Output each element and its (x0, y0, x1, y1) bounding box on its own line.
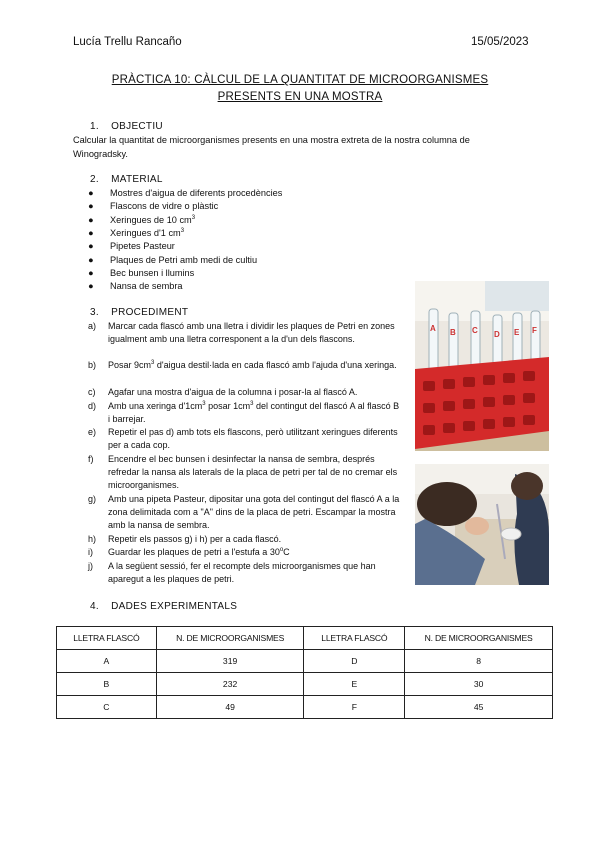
superscript: 3 (180, 227, 185, 234)
page-title (60, 72, 540, 106)
section-number: 3. (90, 307, 99, 318)
tube-label-c: C (472, 326, 478, 335)
step-letter: j) (88, 561, 93, 571)
material-item-label: Mostres d'aigua de diferents procedències (110, 188, 283, 198)
bullet-icon: ● (88, 201, 94, 212)
table-cell: F (304, 696, 405, 719)
section-title: OBJECTIU (111, 121, 163, 132)
section-title: PROCEDIMENT (111, 307, 189, 318)
step-text (108, 359, 400, 372)
step-letter: a) (88, 321, 97, 331)
step-text: Repetir els passos g) i h) per a cada flascó. (108, 534, 282, 544)
section-material-heading (90, 174, 163, 185)
step-text-pre: Guardar les plaques de petri a l'estufa a 30 (108, 547, 280, 557)
step-text-post: d'aigua destil·lada en cada flascó amb l'ajuda d'una xeringa. (154, 360, 397, 370)
table-cell: 319 (156, 650, 304, 673)
step-text (108, 400, 400, 426)
table-header-row (57, 627, 553, 650)
step-letter: i) (88, 547, 93, 557)
bullet-icon: ● (88, 214, 94, 225)
photo-test-tube-rack (415, 281, 549, 451)
tube-label-f: F (532, 326, 537, 335)
table-cell: B (57, 673, 157, 696)
table-cell: A (57, 650, 157, 673)
bullet-icon: ● (88, 227, 94, 238)
step-text: Agafar una mostra d'aigua de la columna i posar-la al flascó A. (108, 387, 358, 397)
material-item-label: Nansa de sembra (110, 281, 183, 292)
step-letter: b) (88, 360, 97, 370)
material-item-label: Xeringues d'1 cm (110, 227, 181, 238)
table-cell: 49 (156, 696, 304, 719)
material-item-label: Flascons de vidre o plàstic (110, 201, 219, 212)
title-line-1: PRÀCTICA 10: CÀLCUL DE LA QUANTITAT DE MICROORGANISMES (111, 74, 489, 86)
table-cell: 45 (405, 696, 553, 719)
step-text: Amb una pipeta Pasteur, dipositar una gota del contingut del flascó A a la zona delimitada com a "A" dins de la placa de petri. Escampar la mostra amb la nansa de sembra. (108, 494, 400, 531)
superscript: 3 (250, 401, 254, 407)
data-table (56, 626, 553, 719)
objectiu-text (73, 134, 533, 161)
step-text: A la següent sessió, fer el recompte dels microorganismes que han aparegut a les plaques de petri. (108, 561, 376, 585)
superscript: 3 (202, 401, 206, 407)
tube-label-d: D (494, 330, 500, 339)
degree-superscript: o (279, 547, 284, 553)
table-cell: D (304, 650, 405, 673)
author-name: Lucía Trellu Rancaño (73, 36, 182, 48)
bullet-icon: ● (88, 267, 94, 278)
material-item-text (110, 228, 184, 238)
step-text (108, 546, 400, 559)
bullet-icon: ● (88, 188, 94, 198)
table-cell: E (304, 673, 405, 696)
title-line-2: PRESENTS EN UNA MOSTRA (217, 91, 383, 103)
step-letter: f) (88, 454, 94, 464)
objectiu-line-2: Winogradsky. (73, 148, 128, 159)
step-letter: c) (88, 387, 96, 397)
table-cell: 8 (405, 650, 553, 673)
table-cell: 232 (156, 673, 304, 696)
step-text-mid: posar 1cm (205, 401, 251, 411)
step-letter: h) (88, 534, 97, 544)
section-procediment-heading (90, 307, 188, 318)
step-text: Repetir el pas d) amb tots els flascons, però utilitzant xeringues diferents per a cada cop. (108, 427, 398, 451)
section-title: DADES EXPERIMENTALS (111, 601, 238, 612)
table-row (57, 650, 553, 673)
step-text: Marcar cada flascó amb una lletra i dividir les plaques de Petri en zones igualment amb una lletra corresponent a la d'un dels flascons. (108, 321, 395, 345)
table-header-cell: LLETRA FLASCÓ (57, 627, 157, 650)
step-text-post: C (283, 547, 290, 557)
section-number: 2. (90, 174, 99, 185)
section-objectiu-heading (90, 121, 163, 132)
step-letter: g) (88, 494, 97, 504)
objectiu-line-1: Calcular la quantitat de microorganismes presents en una mostra extreta de la nostra columna de (73, 135, 470, 145)
bullet-icon: ● (88, 281, 94, 292)
section-title: MATERIAL (111, 174, 163, 185)
step-text-post: del contingut del flascó A al flascó B i barrejar. (108, 401, 400, 425)
photo-students-pipetting (415, 464, 549, 585)
material-item-label: Pipetes Pasteur (110, 241, 175, 252)
step-letter: d) (88, 401, 97, 411)
material-item-label: Plaques de Petri amb medi de cultiu (110, 254, 258, 265)
superscript: 3 (151, 360, 155, 366)
material-item-text (110, 215, 195, 225)
bullet-icon: ● (88, 254, 94, 265)
step-text-pre: Posar 9cm (108, 360, 152, 370)
table-cell: C (57, 696, 157, 719)
rack-illustration (415, 281, 549, 451)
material-item-label: Xeringues de 10 cm (110, 214, 192, 225)
superscript: 3 (191, 214, 196, 221)
table-cell: 30 (405, 673, 553, 696)
table-header-cell: N. DE MICROORGANISMES (405, 627, 553, 650)
tube-label-a: A (430, 324, 436, 333)
tube-label-e: E (514, 328, 520, 337)
lab-illustration (415, 464, 549, 585)
bullet-icon: ● (88, 241, 94, 252)
document-date: 15/05/2023 (471, 36, 529, 48)
step-text: Encendre el bec bunsen i desinfectar la nansa de sembra, després refredar la nansa als laterals de la placa de petri per tal de no cremar els microorganismes. (108, 454, 398, 491)
step-letter: e) (88, 427, 97, 437)
table-header-cell: LLETRA FLASCÓ (304, 627, 405, 650)
table-header-cell: N. DE MICROORGANISMES (156, 627, 304, 650)
section-number: 4. (90, 601, 99, 612)
step-text-pre: Amb una xeringa d'1cm (108, 401, 203, 411)
section-number: 1. (90, 121, 99, 132)
material-item-label: Bec bunsen i llumins (110, 267, 195, 278)
table-row (57, 673, 553, 696)
section-dades-heading (90, 601, 237, 612)
table-row (57, 696, 553, 719)
tube-label-b: B (450, 328, 456, 337)
